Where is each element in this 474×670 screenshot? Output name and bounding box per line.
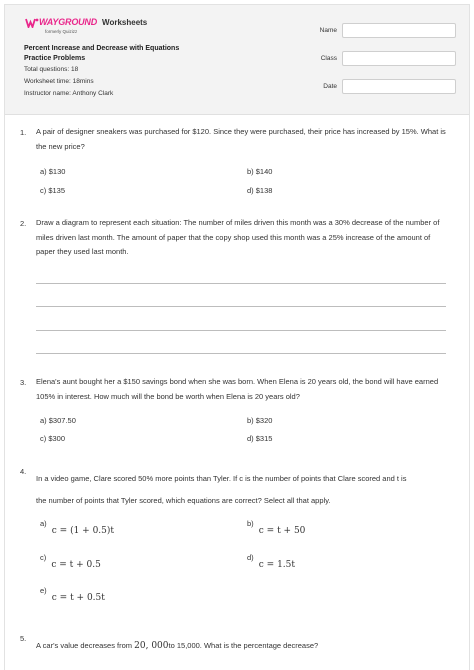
option-equation: c = t + 50 <box>258 526 306 536</box>
name-label: Name <box>319 27 337 34</box>
logo-subtitle: formerly Quizizz <box>45 29 78 34</box>
answer-option[interactable]: b) $320 <box>247 416 273 425</box>
option-letter: e) <box>40 586 47 595</box>
worksheet-time: Worksheet time: 18mins <box>24 78 94 85</box>
option-equation: c = (1 + 0.5)t <box>51 526 115 536</box>
question-text: Elena's aunt bought her a $150 savings bond when she was born. When Elena is 20 years old, the bond will have earned 105% in interest. How much will the bond be worth when Elena is 20 years old? <box>36 377 439 401</box>
answer-option[interactable] <box>247 519 306 536</box>
answer-line[interactable] <box>36 283 446 284</box>
logo-wordmark: WAYGROUND <box>39 17 98 27</box>
answer-option[interactable]: a) $130 <box>40 167 66 176</box>
answer-line[interactable] <box>36 306 446 307</box>
answer-option[interactable]: b) $140 <box>247 167 273 176</box>
option-equation: c = 1.5t <box>258 560 295 570</box>
date-label: Date <box>323 83 337 90</box>
answer-option[interactable]: c) $300 <box>40 434 66 443</box>
answer-option[interactable]: a) $307.50 <box>40 416 76 425</box>
answer-option[interactable] <box>247 553 295 570</box>
question-text: the number of points that Tyler scored, which equations are correct? Select all that apply. <box>36 496 331 505</box>
answer-option[interactable] <box>40 519 115 536</box>
wayground-logo-icon <box>25 18 39 28</box>
option-letter: a) <box>40 519 47 528</box>
answer-line[interactable] <box>36 330 446 331</box>
question-number: 3. <box>20 378 27 387</box>
logo <box>25 17 148 34</box>
answer-option[interactable]: d) $315 <box>247 434 273 443</box>
answer-option[interactable]: c) $135 <box>40 186 66 195</box>
question-number: 1. <box>20 128 27 137</box>
option-letter: d) <box>247 553 254 562</box>
question-number: 4. <box>20 467 27 476</box>
worksheets-label: Worksheets <box>102 18 148 27</box>
total-questions: Total questions: 18 <box>24 66 79 73</box>
worksheet-header <box>5 5 469 115</box>
question-text-part: A car's value decreases from <box>36 641 135 650</box>
instructor-name: Instructor name: Anthony Clark <box>24 90 114 97</box>
option-equation: c = t + 0.5t <box>51 593 105 603</box>
name-field[interactable] <box>342 23 456 38</box>
question-text <box>36 639 446 654</box>
question-text: Draw a diagram to represent each situation: The number of miles driven this month was a 30% decrease of the number of miles driven last month. The amount of paper that the copy shop used this month was a 25% increase of the amount of paper they used last month. <box>36 218 440 256</box>
class-field[interactable] <box>342 51 456 66</box>
question-text: In a video game, Clare scored 50% more points than Tyler. If c is the number of points that Clare scored and t is <box>36 474 407 483</box>
option-equation: c = t + 0.5 <box>51 560 101 570</box>
answer-option[interactable] <box>40 553 101 570</box>
date-field[interactable] <box>342 79 456 94</box>
question-number: 5. <box>20 634 27 643</box>
class-label: Class <box>320 55 337 62</box>
question-number: 2. <box>20 219 27 228</box>
answer-option[interactable]: d) $138 <box>247 186 273 195</box>
answer-option[interactable] <box>40 586 105 603</box>
option-letter: b) <box>247 519 254 528</box>
option-letter: c) <box>40 553 47 562</box>
answer-line[interactable] <box>36 353 446 354</box>
question-text-part: to 15,000. What is the percentage decrease? <box>168 641 319 650</box>
question-text: A pair of designer sneakers was purchased for $120. Since they were purchased, their price has increased by 15%. What is the new price? <box>36 127 446 151</box>
worksheet-title: Percent Increase and Decrease with Equations Practice Problems <box>24 45 180 62</box>
question-math: 20, 000 <box>134 641 169 651</box>
